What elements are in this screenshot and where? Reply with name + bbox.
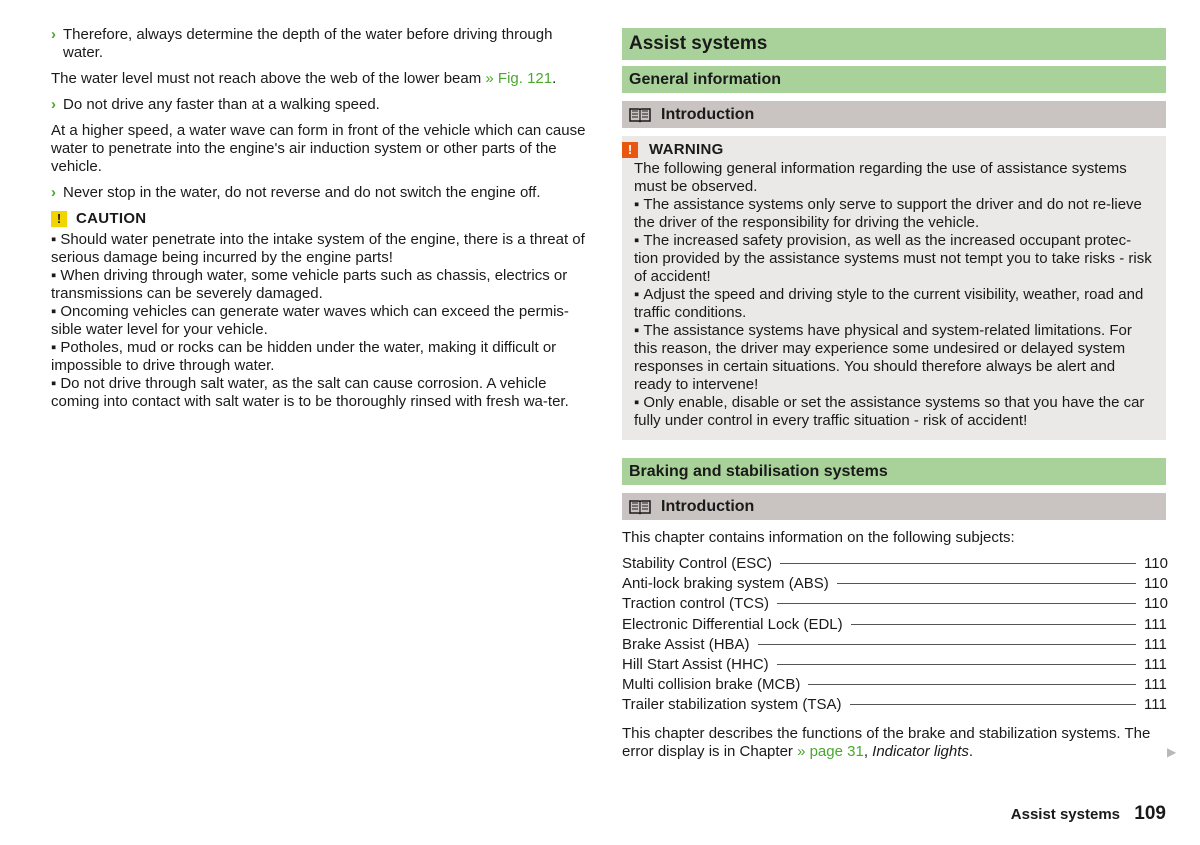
toc-page: 111	[1144, 615, 1167, 633]
warning-item: ▪ Only enable, disable or set the assistance systems so that you have the car fully under control in every traffic situation - risk of accident!	[634, 394, 1154, 430]
toc-row[interactable]	[622, 696, 1166, 716]
caution-item: ▪ Should water penetrate into the intake system of the engine, there is a threat of serious damage being incurred by the engine parts!	[51, 231, 591, 267]
book-icon	[629, 499, 651, 515]
warning-icon: !	[622, 142, 638, 158]
warning-item: ▪ The assistance systems have physical and system-related limitations. For this reason, the driver may experience some undesired or delayed system responses in certain situations. You should therefore always be alert and ready to intervene!	[634, 322, 1154, 394]
toc-list	[622, 555, 1166, 717]
warning-item: ▪ The assistance systems only serve to support the driver and do not re-lieve the driver of the responsibility for driving the vehicle.	[634, 196, 1154, 232]
toc-page: 110	[1144, 555, 1168, 572]
toc-page: 110	[1144, 595, 1168, 613]
left-column	[51, 26, 591, 411]
caution-header	[51, 210, 591, 228]
toc-leader	[780, 563, 1136, 564]
toc-row[interactable]	[622, 616, 1166, 636]
warning-title: WARNING	[649, 141, 724, 158]
introduction-title: Introduction	[661, 106, 755, 123]
step-arrow-icon: ›	[51, 184, 56, 201]
step-never-stop	[51, 184, 591, 202]
toc-row[interactable]	[622, 676, 1166, 696]
chapter-lead: This chapter contains information on the following subjects:	[622, 529, 1015, 546]
toc-row[interactable]	[622, 656, 1166, 676]
warning-lead: The following general information regarding the use of assistance systems must be observed.	[634, 160, 1127, 195]
toc-page: 111	[1144, 696, 1167, 714]
toc-label: Trailer stabilization system (TSA)	[622, 696, 842, 714]
chapter-description: This chapter describes the functions of the brake and stabilization systems. The error display is in Chapter » page 31, Indicator lights.	[622, 724, 1151, 760]
toc-leader	[758, 644, 1136, 645]
warning-item: ▪ The increased safety provision, as well as the increased occupant protec-tion provided by the assistance systems must not tempt you to take risks - risk of accident!	[634, 232, 1154, 286]
toc-label: Stability Control (ESC)	[622, 555, 773, 572]
toc-leader	[837, 583, 1136, 584]
toc-page: 111	[1144, 676, 1167, 694]
step-check-depth	[51, 26, 591, 62]
warning-header	[622, 140, 1154, 160]
step-arrow-icon: ›	[51, 26, 56, 43]
introduction-heading	[622, 101, 1166, 128]
page-31-link[interactable]: » page 31	[797, 742, 864, 760]
introduction-title: Introduction	[661, 498, 755, 515]
warning-box	[622, 136, 1166, 440]
toc-page: 111	[1144, 655, 1167, 673]
caution-item: ▪ Do not drive through salt water, as the salt can cause corrosion. A vehicle coming into contact with salt water is to be thoroughly rinsed with fresh wa-ter.	[51, 375, 591, 411]
toc-label: Multi collision brake (MCB)	[622, 676, 801, 694]
introduction-heading	[622, 493, 1166, 520]
toc-row[interactable]	[622, 636, 1166, 656]
section-heading-general: General information	[622, 66, 1166, 93]
toc-label: Hill Start Assist (HHC)	[622, 655, 769, 673]
caution-title: CAUTION	[76, 210, 147, 227]
toc-row[interactable]	[622, 575, 1166, 595]
caution-list	[51, 231, 591, 411]
toc-label: Brake Assist (HBA)	[622, 635, 750, 653]
book-icon	[629, 107, 651, 123]
toc-leader	[850, 704, 1137, 705]
step-arrow-icon: ›	[51, 96, 56, 113]
caution-item: ▪ Potholes, mud or rocks can be hidden under the water, making it difficult or impossible to drive through water.	[51, 339, 591, 375]
section-heading-braking: Braking and stabilisation systems	[622, 458, 1166, 485]
toc-leader	[777, 603, 1136, 604]
warning-item: ▪ Adjust the speed and driving style to the current visibility, weather, road and traffic conditions.	[634, 286, 1154, 322]
water-level-paragraph: The water level must not reach above the web of the lower beam » Fig. 121.	[51, 70, 557, 87]
toc-leader	[777, 664, 1136, 665]
step-text: Do not drive any faster than at a walking speed.	[63, 96, 380, 113]
step-text: Therefore, always determine the depth of the water before driving through water.	[63, 26, 553, 61]
caution-icon: !	[51, 211, 67, 227]
continue-arrow-icon: ▶	[1167, 745, 1177, 759]
right-column	[622, 28, 1166, 761]
footer-chapter-title: Assist systems	[1010, 806, 1120, 823]
toc-page: 110	[1144, 575, 1168, 593]
toc-row[interactable]	[622, 555, 1166, 575]
toc-label: Anti-lock braking system (ABS)	[622, 575, 829, 593]
toc-label: Traction control (TCS)	[622, 595, 769, 613]
toc-label: Electronic Differential Lock (EDL)	[622, 615, 843, 633]
water-wave-paragraph: At a higher speed, a water wave can form in front of the vehicle which can cause water to penetrate into the engine's air induction system or other parts of the vehicle.	[51, 122, 586, 175]
toc-page: 111	[1144, 635, 1167, 653]
caution-item: ▪ When driving through water, some vehicle parts such as chassis, electrics or transmissions can be severely damaged.	[51, 267, 591, 303]
toc-leader	[808, 684, 1136, 685]
step-walking-speed	[51, 96, 591, 114]
caution-item: ▪ Oncoming vehicles can generate water waves which can exceed the permis-sible water level for your vehicle.	[51, 303, 591, 339]
fig-121-link[interactable]: » Fig. 121	[485, 70, 553, 87]
page-number: 109	[1134, 803, 1166, 824]
step-text: Never stop in the water, do not reverse and do not switch the engine off.	[63, 184, 541, 201]
toc-leader	[851, 624, 1136, 625]
toc-row[interactable]	[622, 595, 1166, 615]
chapter-heading: Assist systems	[622, 28, 1166, 60]
indicator-lights-ref: Indicator lights	[872, 742, 969, 760]
